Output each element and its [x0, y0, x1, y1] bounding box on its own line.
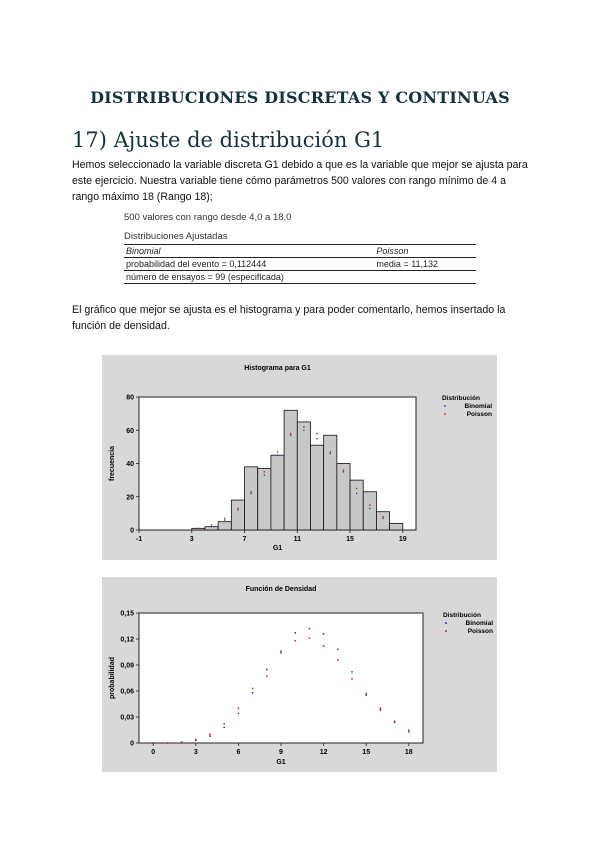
x-tick-label: 15 [362, 749, 371, 756]
y-tick-label: 0 [130, 527, 134, 535]
legend-label: Poisson [466, 411, 492, 418]
density-point-binomial [294, 632, 296, 634]
histogram-bar [245, 467, 258, 530]
density-chart [102, 577, 497, 772]
x-axis-label: G1 [276, 759, 286, 766]
cell-empty [374, 271, 476, 284]
fit-point-poisson [356, 488, 358, 490]
x-tick-label: 0 [151, 749, 156, 756]
density-point-binomial [238, 713, 240, 715]
legend-marker [445, 630, 447, 632]
y-tick-label: 80 [126, 394, 134, 402]
y-tick-label: 20 [126, 494, 134, 502]
histogram-bar [324, 435, 337, 530]
histogram-bar [218, 522, 231, 530]
y-tick-label: 0,03 [120, 714, 134, 722]
fit-point-poisson [290, 433, 292, 435]
density-point-binomial [309, 628, 311, 630]
density-point-poisson [351, 678, 353, 680]
y-axis-label: frecuencia [109, 445, 116, 482]
density-point-binomial [209, 735, 211, 737]
fit-point-poisson [303, 429, 305, 431]
cell-binomial-prob: probabilidad del evento = 0,112444 [126, 259, 267, 269]
density-point-poisson [337, 659, 339, 661]
fit-point-poisson [343, 469, 345, 471]
fit-point-poisson [237, 508, 239, 510]
histogram-bar [363, 492, 376, 530]
legend-label: Binomial [464, 403, 492, 410]
density-point-poisson [394, 720, 396, 722]
density-point-poisson [238, 707, 240, 709]
paragraph-two: El gráfico que mejor se ajusta es el histograma y para poder comentarlo, hemos insertado la función de densidad. [72, 304, 506, 332]
fit-point-binomial [356, 493, 358, 495]
density-point-poisson [195, 739, 197, 741]
fit-point-poisson [211, 524, 213, 526]
cell-binomial-trials: número de ensayos = 99 (especificada) [126, 272, 284, 282]
x-tick-label: 3 [189, 536, 194, 543]
density-point-binomial [365, 693, 367, 695]
y-tick-label: 0,09 [120, 662, 134, 670]
fit-point-binomial [329, 451, 331, 453]
fit-point-poisson [224, 518, 226, 520]
x-tick-label: 7 [242, 536, 247, 543]
fit-point-binomial [369, 508, 371, 510]
histogram-bar [390, 523, 403, 530]
cell-poisson-mean: media = 11,132 [376, 259, 439, 269]
density-point-poisson [167, 742, 169, 744]
legend-label: Poisson [467, 628, 493, 635]
x-tick-label: 11 [293, 536, 301, 543]
density-point-poisson [280, 652, 282, 654]
fit-point-poisson [382, 516, 384, 518]
histogram-bar [284, 410, 297, 530]
density-point-poisson [266, 675, 268, 677]
fit-point-binomial [343, 471, 345, 473]
output-summary: 500 valores con rango desde 4,0 a 18,0 [124, 212, 292, 223]
intro-paragraph: Hemos seleccionado la variable discreta G1 debido a que es la variable que mejor se ajusta para este ejercicio. Nuestra variable tiene cómo parámetros 500 valores con rango mínimo de 4 a rango máximo 18 (Rango 18); [72, 159, 528, 203]
x-tick-label: 9 [279, 749, 283, 756]
density-point-binomial [223, 727, 225, 729]
fit-point-poisson [329, 453, 331, 455]
fit-point-binomial [264, 474, 266, 476]
x-tick-label: 3 [193, 749, 198, 756]
histogram-bar [310, 445, 323, 530]
histogram-panel [102, 355, 497, 560]
fit-point-poisson [198, 528, 200, 530]
density-point-binomial [252, 692, 254, 694]
density-point-poisson [408, 729, 410, 731]
fit-point-binomial [303, 426, 305, 428]
density-point-poisson [380, 707, 382, 709]
table-header-row [124, 245, 476, 258]
fit-point-binomial [224, 519, 226, 521]
histogram-bar [231, 500, 244, 530]
density-point-binomial [351, 671, 353, 673]
legend-title: Distribución [442, 395, 480, 402]
density-point-poisson [252, 688, 254, 690]
density-point-poisson [309, 637, 311, 639]
histogram-bar [376, 512, 389, 530]
histogram-bar [350, 480, 363, 530]
table-row [124, 271, 476, 284]
chart-title: Función de Densidad [245, 586, 317, 593]
density-point-poisson [223, 723, 225, 725]
fitted-distributions-table [124, 244, 476, 284]
density-point-poisson [209, 733, 211, 735]
fit-point-binomial [211, 526, 213, 528]
fit-point-poisson [277, 451, 279, 453]
density-point-binomial [380, 709, 382, 711]
x-tick-label: 18 [404, 749, 413, 756]
x-tick-label: 12 [319, 749, 328, 756]
histogram-bar [271, 455, 284, 530]
histogram-bar [258, 468, 271, 530]
density-panel [102, 577, 497, 772]
fit-point-poisson [369, 504, 371, 506]
section-heading: 17) Ajuste de distribución G1 [72, 128, 385, 152]
y-axis-label: probabilidad [109, 657, 116, 699]
density-point-poisson [323, 645, 325, 647]
chart-title: Histograma para G1 [244, 365, 311, 372]
legend-marker [445, 622, 447, 624]
legend-marker [444, 405, 446, 407]
fit-point-binomial [290, 434, 292, 436]
density-point-binomial [266, 668, 268, 670]
x-tick-label: 6 [236, 749, 241, 756]
y-tick-label: 60 [126, 427, 134, 435]
document-title: DISTRIBUCIONES DISCRETAS Y CONTINUAS [90, 88, 510, 107]
fit-point-binomial [250, 493, 252, 495]
legend-label: Binomial [465, 620, 493, 627]
fit-point-poisson [250, 491, 252, 493]
x-tick-label: -1 [135, 536, 143, 543]
fit-point-poisson [264, 471, 266, 473]
header-binomial: Binomial [126, 246, 161, 256]
x-tick-label: 15 [346, 536, 354, 543]
y-tick-label: 40 [126, 461, 134, 468]
y-tick-label: 0 [130, 740, 134, 748]
x-tick-label: 19 [398, 536, 407, 543]
histogram-chart [102, 355, 497, 560]
fit-point-binomial [277, 454, 279, 456]
fit-point-binomial [382, 518, 384, 520]
output-block [124, 212, 476, 284]
header-poisson: Poisson [376, 246, 409, 256]
density-point-poisson [365, 694, 367, 696]
density-point-binomial [337, 649, 339, 651]
legend-title: Distribución [443, 612, 481, 619]
histogram-bar [297, 422, 310, 530]
output-caption: Distribuciones Ajustadas [124, 231, 228, 242]
legend-marker [444, 413, 446, 415]
fit-point-binomial [237, 509, 239, 511]
y-tick-label: 0,12 [120, 636, 134, 644]
histogram-bar [337, 464, 350, 531]
x-axis-label: G1 [272, 545, 283, 552]
y-tick-label: 0,15 [120, 610, 134, 618]
density-point-poisson [181, 741, 183, 743]
plot-area [139, 613, 423, 743]
fit-point-poisson [316, 438, 318, 440]
density-point-binomial [280, 650, 282, 652]
y-tick-label: 0,06 [120, 688, 134, 696]
density-point-binomial [408, 731, 410, 733]
fit-point-binomial [316, 433, 318, 435]
table-row [124, 258, 476, 271]
density-point-binomial [323, 633, 325, 635]
density-point-poisson [294, 640, 296, 642]
